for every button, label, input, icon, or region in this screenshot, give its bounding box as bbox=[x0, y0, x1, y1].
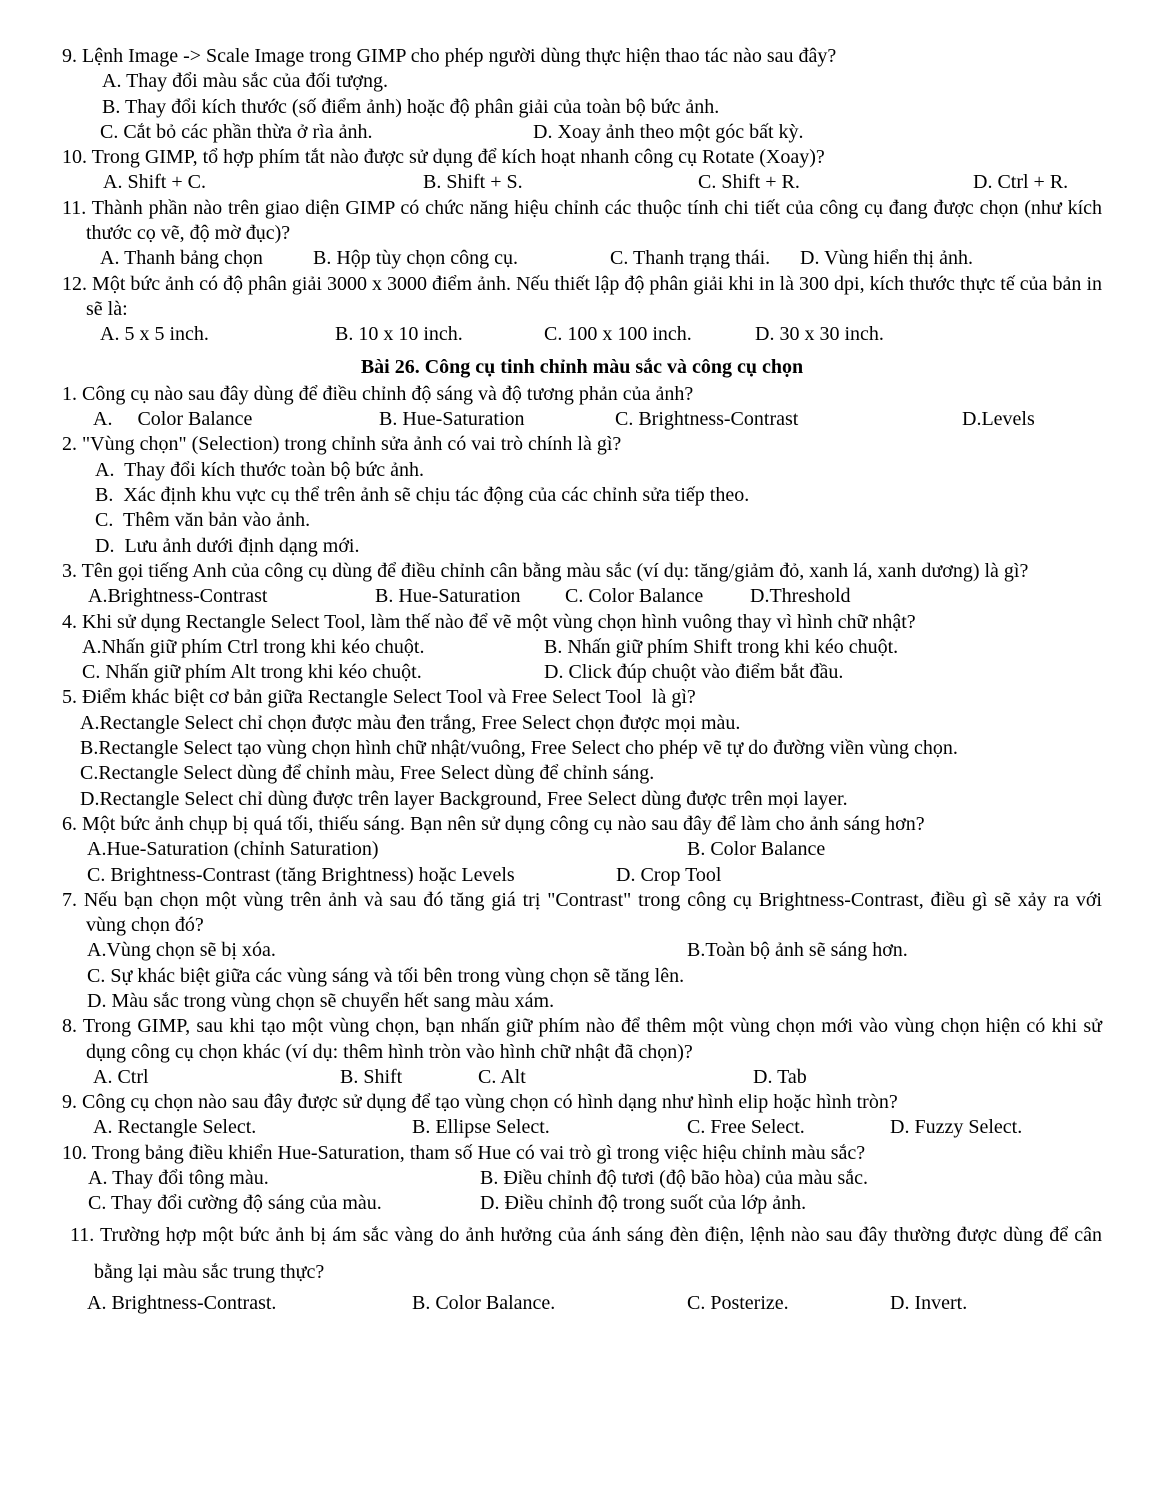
question-stem: 10. Trong bảng điều khiển Hue-Saturation, tham số Hue có vai trò gì trong việc hiệu chỉnh màu sắc? bbox=[62, 1141, 866, 1164]
option-text: B.Toàn bộ ảnh sẽ sáng hơn. bbox=[687, 939, 908, 962]
option-text: D. Lưu ảnh dưới định dạng mới. bbox=[95, 534, 360, 557]
question-item bbox=[62, 610, 1102, 686]
question-number: 6. bbox=[62, 812, 77, 835]
option-row bbox=[62, 635, 1102, 660]
question-stem: 12. Một bức ảnh có độ phân giải 3000 x 3000 điểm ảnh. Nếu thiết lập độ phân giải khi in là 300 dpi, kích thước thực tế của bản in sẽ là: bbox=[62, 272, 1102, 320]
question-item bbox=[62, 1217, 1102, 1316]
option-row bbox=[62, 246, 1102, 271]
option-text: A. Color Balance bbox=[93, 408, 253, 431]
section-heading: Bài 26. Công cụ tinh chỉnh màu sắc và công cụ chọn bbox=[360, 355, 804, 378]
option-row bbox=[62, 660, 1102, 685]
option-row bbox=[62, 534, 1102, 559]
option-row bbox=[62, 584, 1102, 609]
question-stem: 9. Công cụ chọn nào sau đây được sử dụng để tạo vùng chọn có hình dạng như hình elip hoặc hình tròn? bbox=[62, 1091, 898, 1114]
option-text: B. Shift bbox=[340, 1065, 403, 1088]
option-text: B. Shift + S. bbox=[423, 171, 523, 194]
option-text: A. Thay đổi kích thước toàn bộ bức ảnh. bbox=[95, 458, 425, 481]
option-row bbox=[62, 1166, 1102, 1191]
option-text: B.Rectangle Select tạo vùng chọn hình chữ nhật/vuông, Free Select cho phép vẽ tự do đường viền vùng chọn. bbox=[80, 737, 958, 760]
option-text: C. 100 x 100 inch. bbox=[544, 323, 692, 346]
option-row bbox=[62, 1115, 1102, 1140]
question-number: 7. bbox=[62, 888, 77, 911]
option-text: D. Fuzzy Select. bbox=[890, 1116, 1023, 1139]
option-text: A. Ctrl bbox=[93, 1065, 149, 1088]
question-stem: 3. Tên gọi tiếng Anh của công cụ dùng để điều chỉnh cân bằng màu sắc (ví dụ: tăng/giảm đỏ, xanh lá, xanh dương) là gì? bbox=[62, 559, 1029, 582]
option-text: A. Thay đổi tông màu. bbox=[88, 1167, 269, 1190]
option-text: D. Vùng hiển thị ảnh. bbox=[800, 247, 973, 270]
option-text: B. Hue-Saturation bbox=[379, 408, 525, 431]
option-text: D. Điều chỉnh độ trong suốt của lớp ảnh. bbox=[480, 1192, 807, 1215]
option-text: C. Color Balance bbox=[565, 585, 704, 608]
option-text: C. Free Select. bbox=[687, 1116, 805, 1139]
option-row bbox=[62, 322, 1102, 347]
question-item bbox=[62, 272, 1102, 348]
option-row bbox=[62, 837, 1102, 862]
question-number: 5. bbox=[62, 686, 77, 709]
option-text: A. Thanh bảng chọn bbox=[100, 247, 263, 270]
option-row bbox=[62, 69, 1102, 94]
option-text: A. 5 x 5 inch. bbox=[100, 323, 209, 346]
question-number: 11. bbox=[70, 1223, 95, 1246]
question-number: 10. bbox=[62, 1141, 87, 1164]
option-row bbox=[62, 1191, 1102, 1216]
question-stem: 8. Trong GIMP, sau khi tạo một vùng chọn, bạn nhấn giữ phím nào để thêm một vùng chọn mới vào vùng chọn hiện có khi sử dụng công cụ chọn khác (ví dụ: thêm hình tròn vào hình chữ nhật đã chọn)? bbox=[62, 1015, 1102, 1063]
option-text: A. Shift + C. bbox=[103, 171, 206, 194]
option-text: A.Brightness-Contrast bbox=[88, 585, 268, 608]
question-item bbox=[62, 145, 1102, 196]
question-stem: 6. Một bức ảnh chụp bị quá tối, thiếu sáng. Bạn nên sử dụng công cụ nào sau đây để làm cho ảnh sáng hơn? bbox=[62, 812, 925, 835]
question-number: 10. bbox=[62, 146, 87, 169]
option-text: C. Thêm văn bản vào ảnh. bbox=[95, 509, 311, 532]
option-row bbox=[62, 483, 1102, 508]
option-text: C.Rectangle Select dùng để chỉnh màu, Free Select dùng để chỉnh sáng. bbox=[80, 762, 655, 785]
option-row bbox=[62, 170, 1102, 195]
option-row bbox=[62, 736, 1102, 761]
option-text: B. Hộp tùy chọn công cụ. bbox=[313, 247, 518, 270]
option-row bbox=[62, 863, 1102, 888]
question-number: 9. bbox=[62, 45, 77, 67]
option-text: D. Click đúp chuột vào điểm bắt đầu. bbox=[544, 661, 844, 684]
option-text: A. Brightness-Contrast. bbox=[87, 1291, 277, 1314]
question-item bbox=[62, 44, 1102, 145]
option-row bbox=[62, 938, 1102, 963]
option-text: D. Tab bbox=[753, 1065, 807, 1088]
option-text: C. Thanh trạng thái. bbox=[610, 247, 771, 270]
option-row bbox=[62, 1291, 1102, 1316]
question-stem: 2. "Vùng chọn" (Selection) trong chỉnh sửa ảnh có vai trò chính là gì? bbox=[62, 433, 622, 456]
option-text: D.Levels bbox=[962, 408, 1035, 431]
option-text: C. Posterize. bbox=[687, 1291, 789, 1314]
question-stem: 4. Khi sử dụng Rectangle Select Tool, làm thế nào để vẽ một vùng chọn hình vuông thay vì hình chữ nhật? bbox=[62, 610, 916, 633]
option-text: B. Ellipse Select. bbox=[412, 1116, 550, 1139]
question-stem: 10. Trong GIMP, tổ hợp phím tắt nào được sử dụng để kích hoạt nhanh công cụ Rotate (Xoay)? bbox=[62, 146, 825, 169]
option-text: D.Threshold bbox=[750, 585, 851, 608]
option-text: B. Điều chỉnh độ tươi (độ bão hòa) của màu sắc. bbox=[480, 1167, 868, 1190]
option-text: A.Hue-Saturation (chỉnh Saturation) bbox=[87, 838, 379, 861]
option-row bbox=[62, 761, 1102, 786]
option-text: A. Thay đổi màu sắc của đối tượng. bbox=[102, 70, 388, 93]
option-row bbox=[62, 1065, 1102, 1090]
question-item bbox=[62, 196, 1102, 272]
option-row bbox=[62, 407, 1102, 432]
question-stem: 11. Trường hợp một bức ảnh bị ám sắc vàng do ảnh hưởng của ánh sáng đèn điện, lệnh nào sau đây thường được dùng để cân bằng lại màu sắc trung thực? bbox=[70, 1223, 1102, 1283]
question-stem: 1. Công cụ nào sau đây dùng để điều chỉnh độ sáng và độ tương phản của ảnh? bbox=[62, 382, 694, 405]
option-text: C. Shift + R. bbox=[698, 171, 800, 194]
option-text: C. Thay đổi cường độ sáng của màu. bbox=[88, 1192, 382, 1215]
question-number: 4. bbox=[62, 610, 77, 633]
option-text: D. Màu sắc trong vùng chọn sẽ chuyển hết sang màu xám. bbox=[87, 989, 555, 1012]
question-item bbox=[62, 432, 1102, 558]
question-number: 12. bbox=[62, 272, 87, 295]
option-text: D.Rectangle Select chỉ dùng được trên layer Background, Free Select dùng được trên mọi layer. bbox=[80, 787, 848, 810]
option-text: B. Hue-Saturation bbox=[375, 585, 521, 608]
option-text: C. Nhấn giữ phím Alt trong khi kéo chuột. bbox=[82, 661, 422, 684]
question-stem: 9. Lệnh Image -> Scale Image trong GIMP cho phép người dùng thực hiện thao tác nào sau đây? bbox=[62, 45, 837, 67]
option-row bbox=[62, 120, 1102, 145]
question-item bbox=[62, 1090, 1102, 1141]
question-number: 3. bbox=[62, 559, 77, 582]
question-item bbox=[62, 812, 1102, 888]
option-text: A.Nhấn giữ phím Ctrl trong khi kéo chuột. bbox=[82, 635, 425, 658]
option-row bbox=[62, 458, 1102, 483]
question-item bbox=[62, 888, 1102, 1014]
question-number: 9. bbox=[62, 1091, 77, 1114]
question-stem: 7. Nếu bạn chọn một vùng trên ảnh và sau đó tăng giá trị "Contrast" trong công cụ Brightness-Contrast, điều gì sẽ xảy ra với vùng chọn đó? bbox=[62, 888, 1102, 937]
question-number: 1. bbox=[62, 382, 77, 405]
question-item bbox=[62, 685, 1102, 811]
option-row bbox=[62, 711, 1102, 736]
option-text: B. Color Balance bbox=[687, 838, 826, 861]
question-item bbox=[62, 1141, 1102, 1217]
option-text: D. Invert. bbox=[890, 1291, 968, 1314]
question-stem: 11. Thành phần nào trên giao diện GIMP có chức năng hiệu chỉnh các thuộc tính chi tiết của công cụ đang được chọn (như kích thước cọ vẽ, độ mờ đục)? bbox=[62, 196, 1102, 245]
question-stem: 5. Điểm khác biệt cơ bản giữa Rectangle Select Tool và Free Select Tool là gì? bbox=[62, 686, 696, 709]
option-text: B. Color Balance. bbox=[412, 1291, 556, 1314]
question-number: 2. bbox=[62, 433, 77, 456]
option-text: C. Sự khác biệt giữa các vùng sáng và tối bên trong vùng chọn sẽ tăng lên. bbox=[87, 964, 685, 987]
option-text: D. 30 x 30 inch. bbox=[755, 323, 884, 346]
option-text: B. Thay đổi kích thước (số điểm ảnh) hoặc độ phân giải của toàn bộ bức ảnh. bbox=[102, 95, 720, 118]
option-row bbox=[62, 787, 1102, 812]
option-text: C. Brightness-Contrast (tăng Brightness) hoặc Levels bbox=[87, 863, 515, 886]
option-text: A.Vùng chọn sẽ bị xóa. bbox=[87, 939, 276, 962]
option-text: D. Crop Tool bbox=[616, 863, 722, 886]
option-text: C. Brightness-Contrast bbox=[615, 408, 799, 431]
option-text: C. Cắt bỏ các phần thừa ở rìa ảnh. bbox=[100, 120, 373, 143]
option-text: B. Xác định khu vực cụ thể trên ảnh sẽ chịu tác động của các chỉnh sửa tiếp theo. bbox=[95, 484, 750, 507]
question-item bbox=[62, 382, 1102, 433]
option-row bbox=[62, 989, 1102, 1014]
option-row bbox=[62, 95, 1102, 120]
question-number: 8. bbox=[62, 1015, 77, 1038]
question-number: 11. bbox=[62, 196, 87, 219]
option-text: A. Rectangle Select. bbox=[93, 1116, 257, 1139]
option-text: B. Nhấn giữ phím Shift trong khi kéo chuột. bbox=[544, 635, 899, 658]
question-item bbox=[62, 559, 1102, 610]
question-item bbox=[62, 1014, 1102, 1090]
option-text: C. Alt bbox=[478, 1065, 526, 1088]
option-row bbox=[62, 508, 1102, 533]
option-text: D. Ctrl + R. bbox=[973, 171, 1069, 194]
option-text: D. Xoay ảnh theo một góc bất kỳ. bbox=[533, 120, 804, 143]
option-text: A.Rectangle Select chỉ chọn được màu đen trắng, Free Select chọn được mọi màu. bbox=[80, 711, 741, 734]
option-row bbox=[62, 964, 1102, 989]
option-text: B. 10 x 10 inch. bbox=[335, 323, 463, 346]
